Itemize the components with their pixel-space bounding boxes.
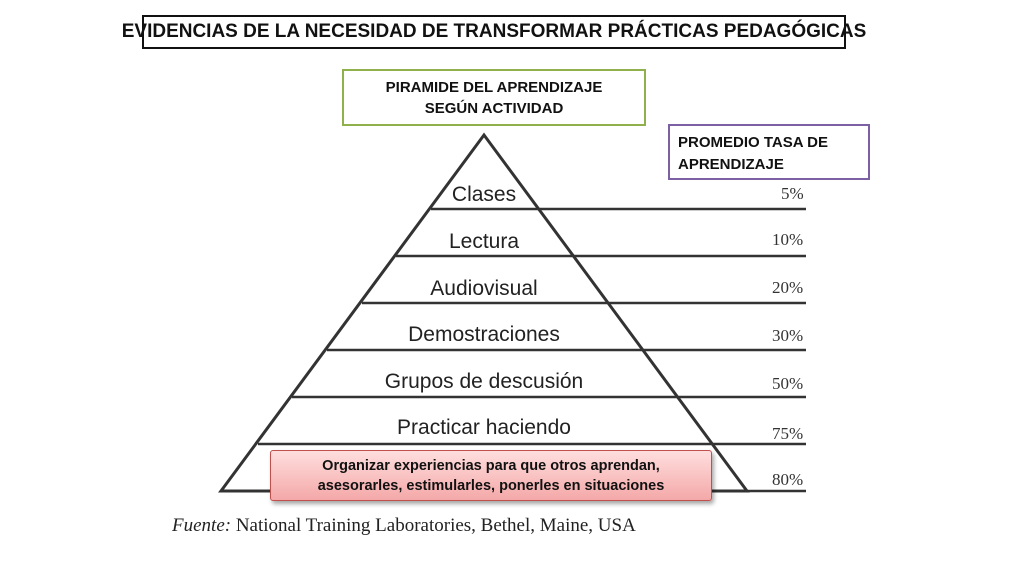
rate-value: 30% <box>772 326 804 345</box>
bottom-level-box <box>270 450 712 501</box>
bottom-level-line2: asesorarles, estimularles, ponerles en situaciones <box>317 477 665 494</box>
slide-title: EVIDENCIAS DE LA NECESIDAD DE TRANSFORMAR PRÁCTICAS PEDAGÓGICAS <box>142 15 846 49</box>
rate-value: 50% <box>772 374 804 393</box>
pyramid-header-line2: SEGÚN ACTIVIDAD <box>424 99 564 117</box>
rate-value: 10% <box>772 230 804 249</box>
rate-header-line1: PROMEDIO TASA DE <box>678 134 829 151</box>
bottom-level-line1: Organizar experiencias para que otros aprendan, <box>322 457 660 474</box>
source-text: National Training Laboratories, Bethel, Maine, USA <box>235 515 636 536</box>
level-label-clases: Clases <box>451 183 517 206</box>
level-label-lectura: Lectura <box>448 230 520 253</box>
rate-value: 80% <box>772 470 804 489</box>
level-label-demostraciones: Demostraciones <box>408 323 560 346</box>
level-label-practicar: Practicar haciendo <box>397 416 571 439</box>
source-citation <box>172 515 636 537</box>
pyramid-header-line1: PIRAMIDE DEL APRENDIZAJE <box>385 78 603 96</box>
source-label: Fuente: <box>172 515 232 536</box>
level-label-audiovisual: Audiovisual <box>430 277 538 300</box>
rate-value: 75% <box>772 424 804 443</box>
rate-header-line2: APRENDIZAJE <box>678 156 784 173</box>
rate-value: 20% <box>772 278 804 297</box>
rate-value: 5% <box>781 184 804 203</box>
level-label-grupos: Grupos de descusión <box>384 370 584 393</box>
